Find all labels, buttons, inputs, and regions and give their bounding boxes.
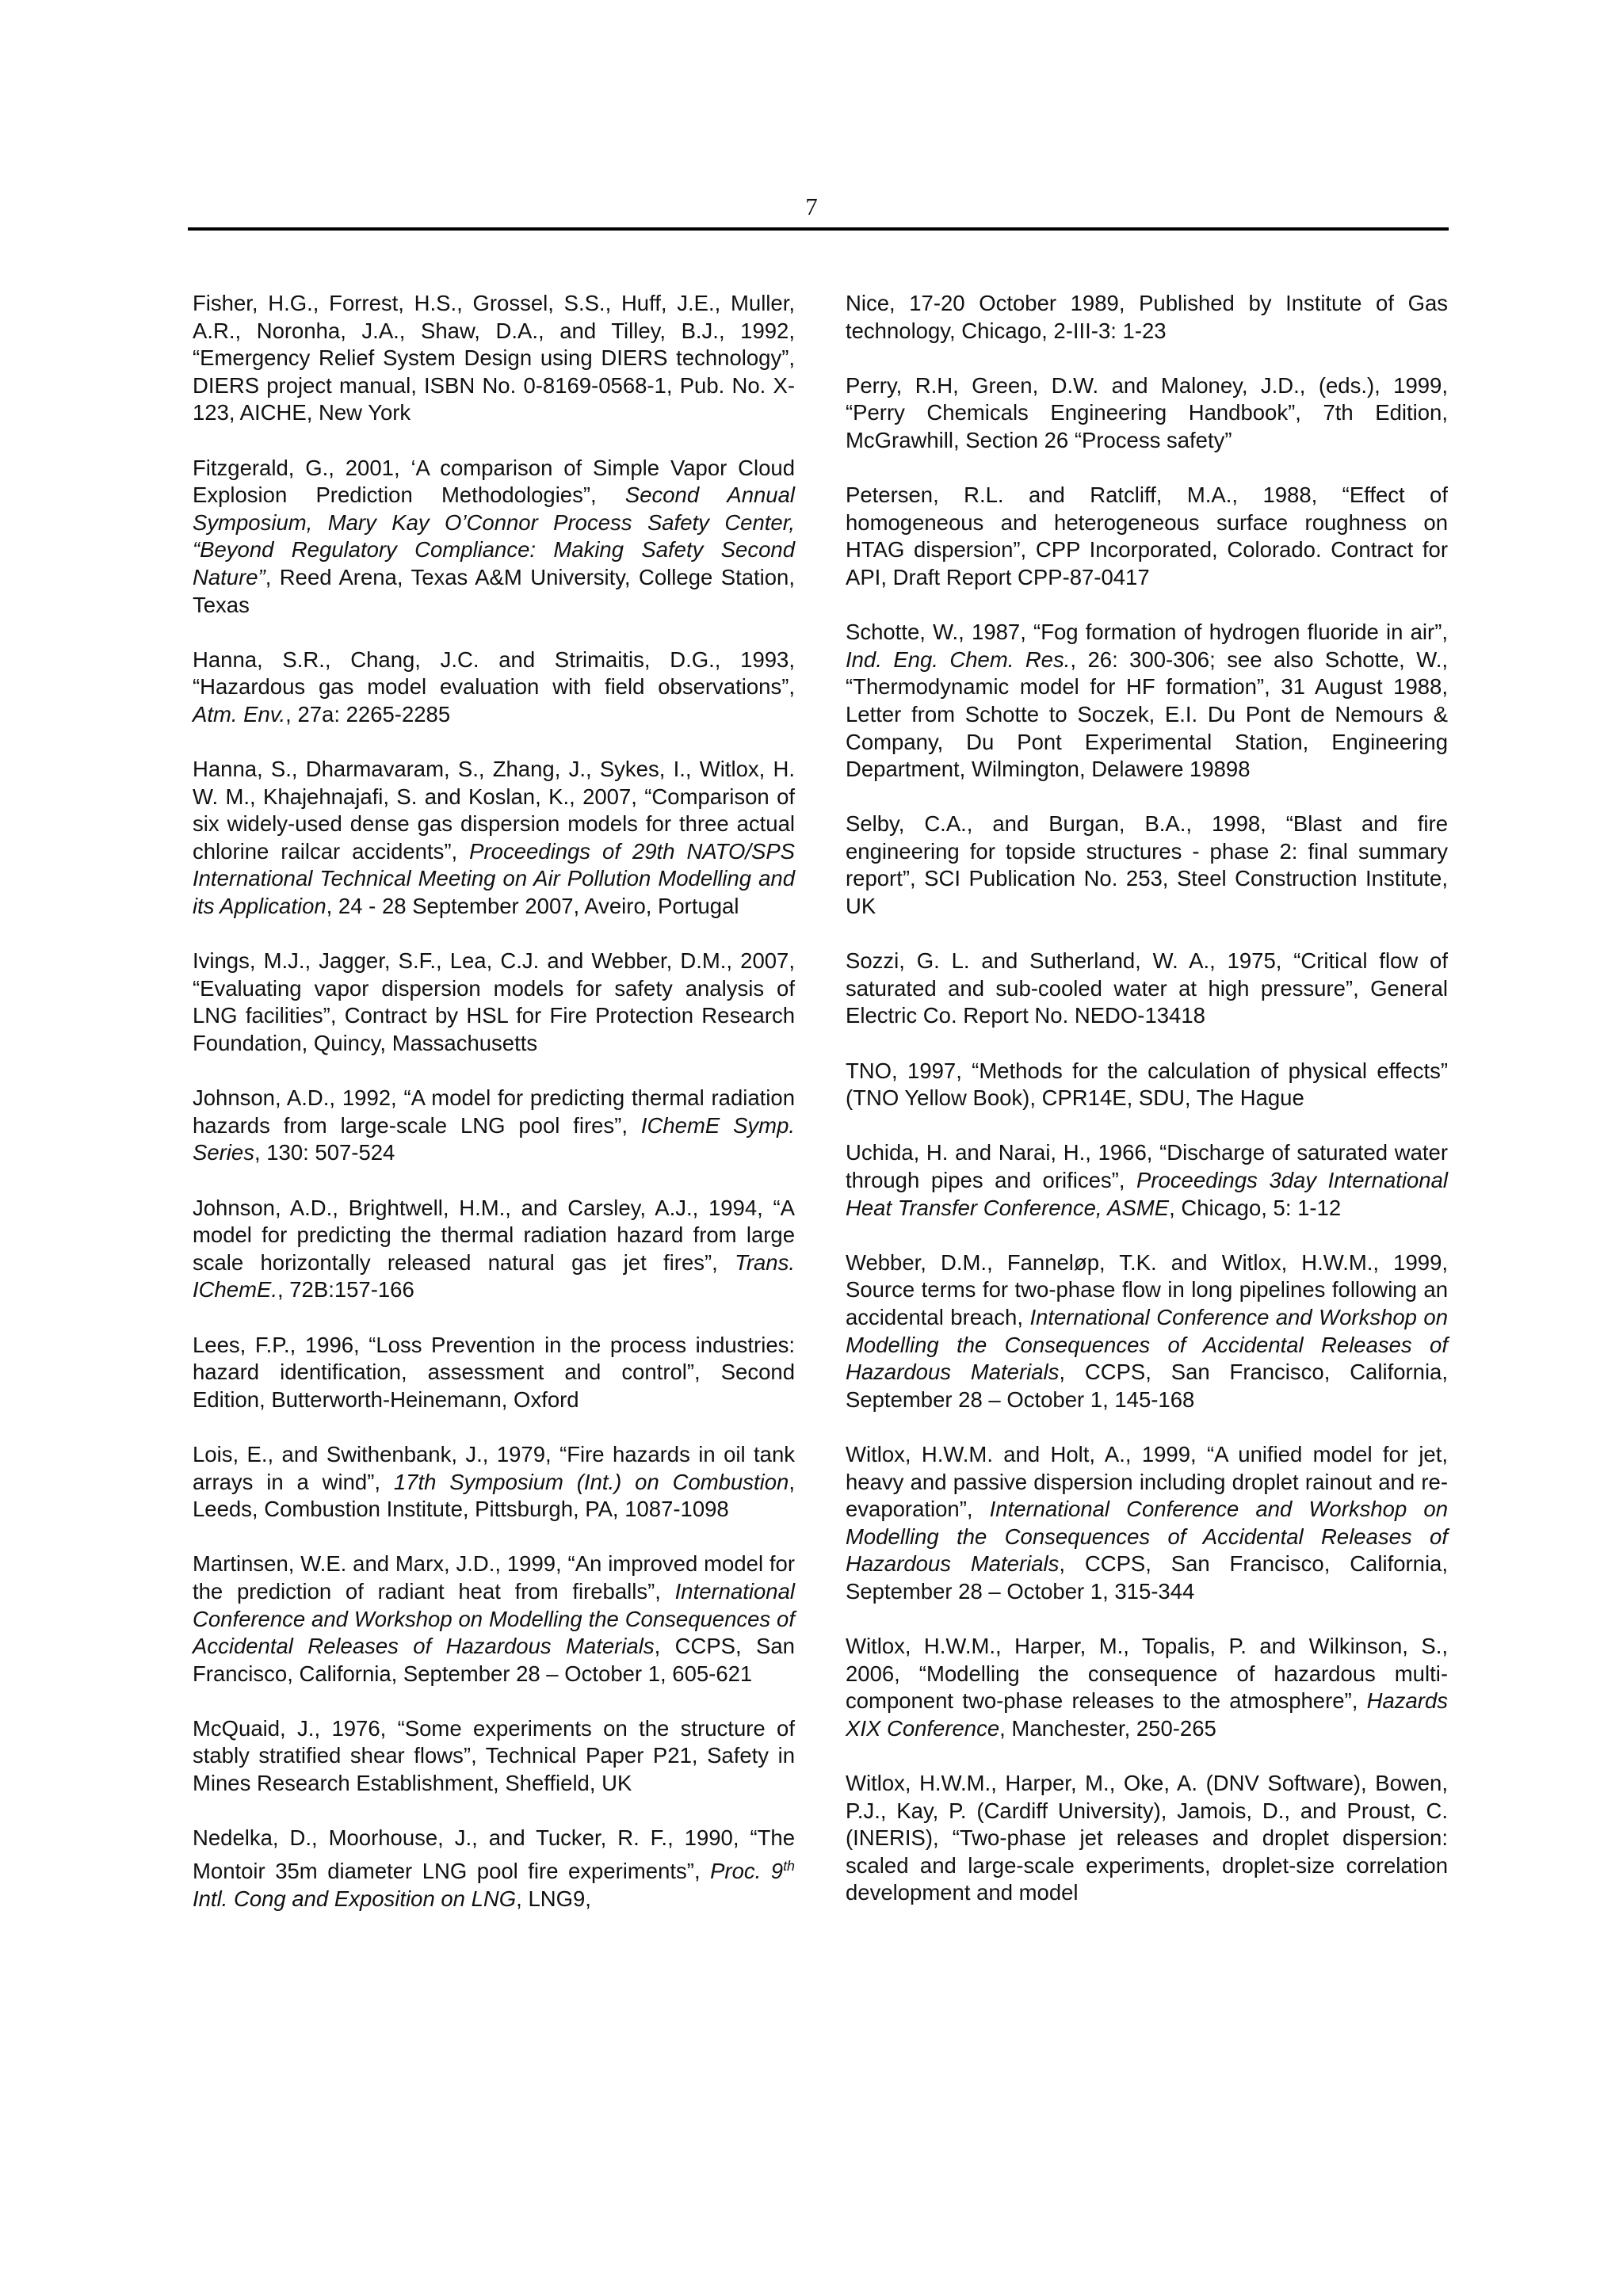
- reference-text: , 26: 300-306; see also Schotte, W., “Thermodynamic model for HF formation”, 31 August 1988, Letter from Schotte to Soczek, E.I. Du Pont de Nemours & Company, Du Pont Experimental Station, Engineering Department, Wilmington, Delawere 19898: [846, 646, 1448, 782]
- reference-italic-text: Proc. 9: [710, 1859, 784, 1883]
- reference-entry: [846, 1058, 1448, 1112]
- reference-italic-text: International Conference and Workshop on Modelling the Consequences of Accidental Releases of Hazardous Materials: [846, 1304, 1448, 1385]
- reference-entry: [193, 1715, 795, 1798]
- reference-text: Nedelka, D., Moorhouse, J., and Tucker, R. F., 1990, “The Montoir 35m diameter LNG pool fire experiments”,: [193, 1825, 795, 1883]
- references-left-column: [193, 290, 795, 1940]
- reference-text: Lees, F.P., 1996, “Loss Prevention in the process industries: hazard identification, assessment and control”, Second Edition, Butterworth-Heinemann, Oxford: [193, 1332, 795, 1412]
- reference-italic-text: th: [783, 1857, 795, 1874]
- reference-text: Johnson, A.D., Brightwell, H.M., and Carsley, A.J., 1994, “A model for predicting the thermal radiation hazard from large scale horizontally released natural gas jet fires”,: [193, 1195, 795, 1275]
- reference-text: TNO, 1997, “Methods for the calculation of physical effects” (TNO Yellow Book), CPR14E, SDU, The Hague: [846, 1058, 1448, 1111]
- reference-entry: [846, 810, 1448, 920]
- reference-text: Hanna, S.R., Chang, J.C. and Strimaitis, D.G., 1993, “Hazardous gas model evaluation with field observations”,: [193, 646, 795, 700]
- reference-entry: [846, 290, 1448, 345]
- reference-text: Witlox, H.W.M., Harper, M., Oke, A. (DNV Software), Bowen, P.J., Kay, P. (Cardiff University), Jamois, D., and Proust, C. (INERIS), “Two-phase jet releases and droplet dispersion: scaled and large-scale experiments, droplet-size correlation development and model: [846, 1771, 1448, 1905]
- reference-entry: [846, 1770, 1448, 1907]
- reference-entry: [846, 619, 1448, 784]
- reference-italic-text: IChemE Symp. Series: [193, 1112, 796, 1165]
- reference-italic-text: Proceedings 3day International Heat Transfer Conference, ASME: [846, 1168, 1448, 1220]
- reference-text: , LNG9,: [516, 1886, 591, 1911]
- reference-text: Witlox, H.W.M. and Holt, A., 1999, “A unified model for jet, heavy and passive dispersion including droplet rainout and re-evaporation”,: [846, 1441, 1448, 1522]
- reference-entry: [846, 1633, 1448, 1742]
- page-number: 7: [805, 193, 818, 220]
- reference-text: , Leeds, Combustion Institute, Pittsburgh, PA, 1087-1098: [193, 1469, 795, 1522]
- references-right-column: [846, 290, 1448, 1935]
- reference-entry: [193, 646, 795, 729]
- reference-text: Ivings, M.J., Jagger, S.F., Lea, C.J. and Webber, D.M., 2007, “Evaluating vapor dispersion models for safety analysis of LNG facilities”, Contract by HSL for Fire Protection Research Foundation, Quincy, Massachusetts: [193, 948, 795, 1056]
- reference-text: , Manchester, 250-265: [999, 1715, 1216, 1741]
- reference-entry: [846, 1139, 1448, 1222]
- reference-text: Uchida, H. and Narai, H., 1966, “Discharge of saturated water through pipes and orifices”,: [846, 1140, 1448, 1192]
- reference-text: Webber, D.M., Fanneløp, T.K. and Witlox, H.W.M., 1999, Source terms for two-phase flow in long pipelines following an accidental breach,: [846, 1249, 1448, 1329]
- reference-text: Nice, 17-20 October 1989, Published by Institute of Gas technology, Chicago, 2-III-3: 1-23: [846, 291, 1448, 343]
- reference-text: Hanna, S., Dharmavaram, S., Zhang, J., Sykes, I., Witlox, H. W. M., Khajehnajafi, S. and Koslan, K., 2007, “Comparison of six widely-used dense gas dispersion models for three actual chlorine railcar accidents”,: [193, 757, 795, 864]
- reference-entry: [193, 756, 795, 921]
- reference-italic-text: Trans. IChemE.: [193, 1249, 795, 1302]
- reference-italic-text: Proceedings of 29th NATO/SPS International Technical Meeting on Air Pollution Modelling and its Application: [193, 838, 795, 919]
- reference-text: McQuaid, J., 1976, “Some experiments on the structure of stably stratified shear flows”, Technical Paper P21, Safety in Mines Research Establishment, Sheffield, UK: [193, 1715, 795, 1796]
- reference-entry: [193, 1332, 795, 1414]
- reference-text: Lois, E., and Swithenbank, J., 1979, “Fire hazards in oil tank arrays in a wind”,: [193, 1441, 795, 1494]
- reference-entry: [193, 948, 795, 1057]
- reference-text: , 24 - 28 September 2007, Aveiro, Portugal: [326, 894, 739, 919]
- reference-text: , CCPS, San Francisco, California, September 28 – October 1, 315-344: [846, 1551, 1448, 1604]
- reference-italic-text: 17th Symposium (Int.) on Combustion: [393, 1469, 789, 1494]
- reference-entry: [846, 372, 1448, 455]
- reference-text: Martinsen, W.E. and Marx, J.D., 1999, “An improved model for the prediction of radiant heat from fireballs”,: [193, 1551, 795, 1604]
- reference-entry: [193, 1441, 795, 1524]
- reference-entry: [193, 455, 795, 620]
- reference-entry: [846, 482, 1448, 591]
- reference-text: , 130: 507-524: [254, 1140, 395, 1165]
- header-rule: [188, 227, 1449, 231]
- reference-text: Witlox, H.W.M., Harper, M., Topalis, P. and Wilkinson, S., 2006, “Modelling the consequence of hazardous multi-component two-phase releases to the atmosphere”,: [846, 1634, 1448, 1714]
- reference-entry: [193, 290, 795, 427]
- reference-italic-text: Hazards XIX Conference: [846, 1688, 1448, 1741]
- reference-italic-text: Ind. Eng. Chem. Res.: [846, 646, 1071, 672]
- reference-text: Fisher, H.G., Forrest, H.S., Grossel, S.S., Huff, J.E., Muller, A.R., Noronha, J.A., Shaw, D.A., and Tilley, B.J., 1992, “Emergency Relief System Design using DIERS technology”, DIERS project manual, ISBN No. 0-8169-0568-1, Pub. No. X-123, AICHE, New York: [193, 291, 795, 425]
- reference-text: Johnson, A.D., 1992, “A model for predicting thermal radiation hazards from large-scale LNG pool fires”,: [193, 1085, 795, 1138]
- reference-entry: [846, 1249, 1448, 1414]
- reference-text: Fitzgerald, G., 2001, ‘A comparison of Simple Vapor Cloud Explosion Prediction Methodologies”,: [193, 455, 795, 508]
- reference-entry: [846, 1441, 1448, 1606]
- reference-entry: [193, 1085, 795, 1167]
- reference-entry: [193, 1195, 795, 1304]
- reference-entry: [193, 1550, 795, 1688]
- reference-text: , CCPS, San Francisco, California, September 28 – October 1, 605-621: [193, 1634, 795, 1686]
- reference-italic-text: Second Annual Symposium, Mary Kay O’Connor Process Safety Center, “Beyond Regulatory Compliance: Making Safety Second Nature”: [193, 482, 795, 589]
- reference-text: , Chicago, 5: 1-12: [1169, 1195, 1342, 1220]
- reference-text: Petersen, R.L. and Ratcliff, M.A., 1988, “Effect of homogeneous and heterogeneous surface roughness on HTAG dispersion”, CPP Incorporated, Colorado. Contract for API, Draft Report CPP-87-0417: [846, 482, 1448, 589]
- reference-italic-text: Intl. Cong and Exposition on LNG: [193, 1886, 517, 1911]
- reference-italic-text: International Conference and Workshop on Modelling the Consequences of Accidental Releases of Hazardous Materials: [846, 1497, 1448, 1577]
- reference-text: , CCPS, San Francisco, California, September 28 – October 1, 145-168: [846, 1360, 1448, 1412]
- reference-text: , 72B:157-166: [277, 1277, 414, 1302]
- reference-text: , Reed Arena, Texas A&M University, College Station, Texas: [193, 564, 795, 617]
- reference-text: Sozzi, G. L. and Sutherland, W. A., 1975, “Critical flow of saturated and sub-cooled water at high pressure”, General Electric Co. Report No. NEDO-13418: [846, 948, 1448, 1028]
- reference-italic-text: Atm. Env.: [193, 701, 286, 727]
- reference-entry: [846, 948, 1448, 1030]
- reference-text: Selby, C.A., and Burgan, B.A., 1998, “Blast and fire engineering for topside structures - phase 2: final summary report”, SCI Publication No. 253, Steel Construction Institute, UK: [846, 811, 1448, 919]
- reference-entry: [193, 1825, 795, 1913]
- reference-italic-text: International Conference and Workshop on Modelling the Consequences of Accidental Releases of Hazardous Materials: [193, 1578, 795, 1659]
- reference-text: , 27a: 2265-2285: [285, 701, 451, 727]
- reference-text: Schotte, W., 1987, “Fog formation of hydrogen fluoride in air”,: [846, 620, 1448, 645]
- reference-text: Perry, R.H, Green, D.W. and Maloney, J.D., (eds.), 1999, “Perry Chemicals Engineering Handbook”, 7th Edition, McGrawhill, Section 26 “Process safety”: [846, 372, 1448, 452]
